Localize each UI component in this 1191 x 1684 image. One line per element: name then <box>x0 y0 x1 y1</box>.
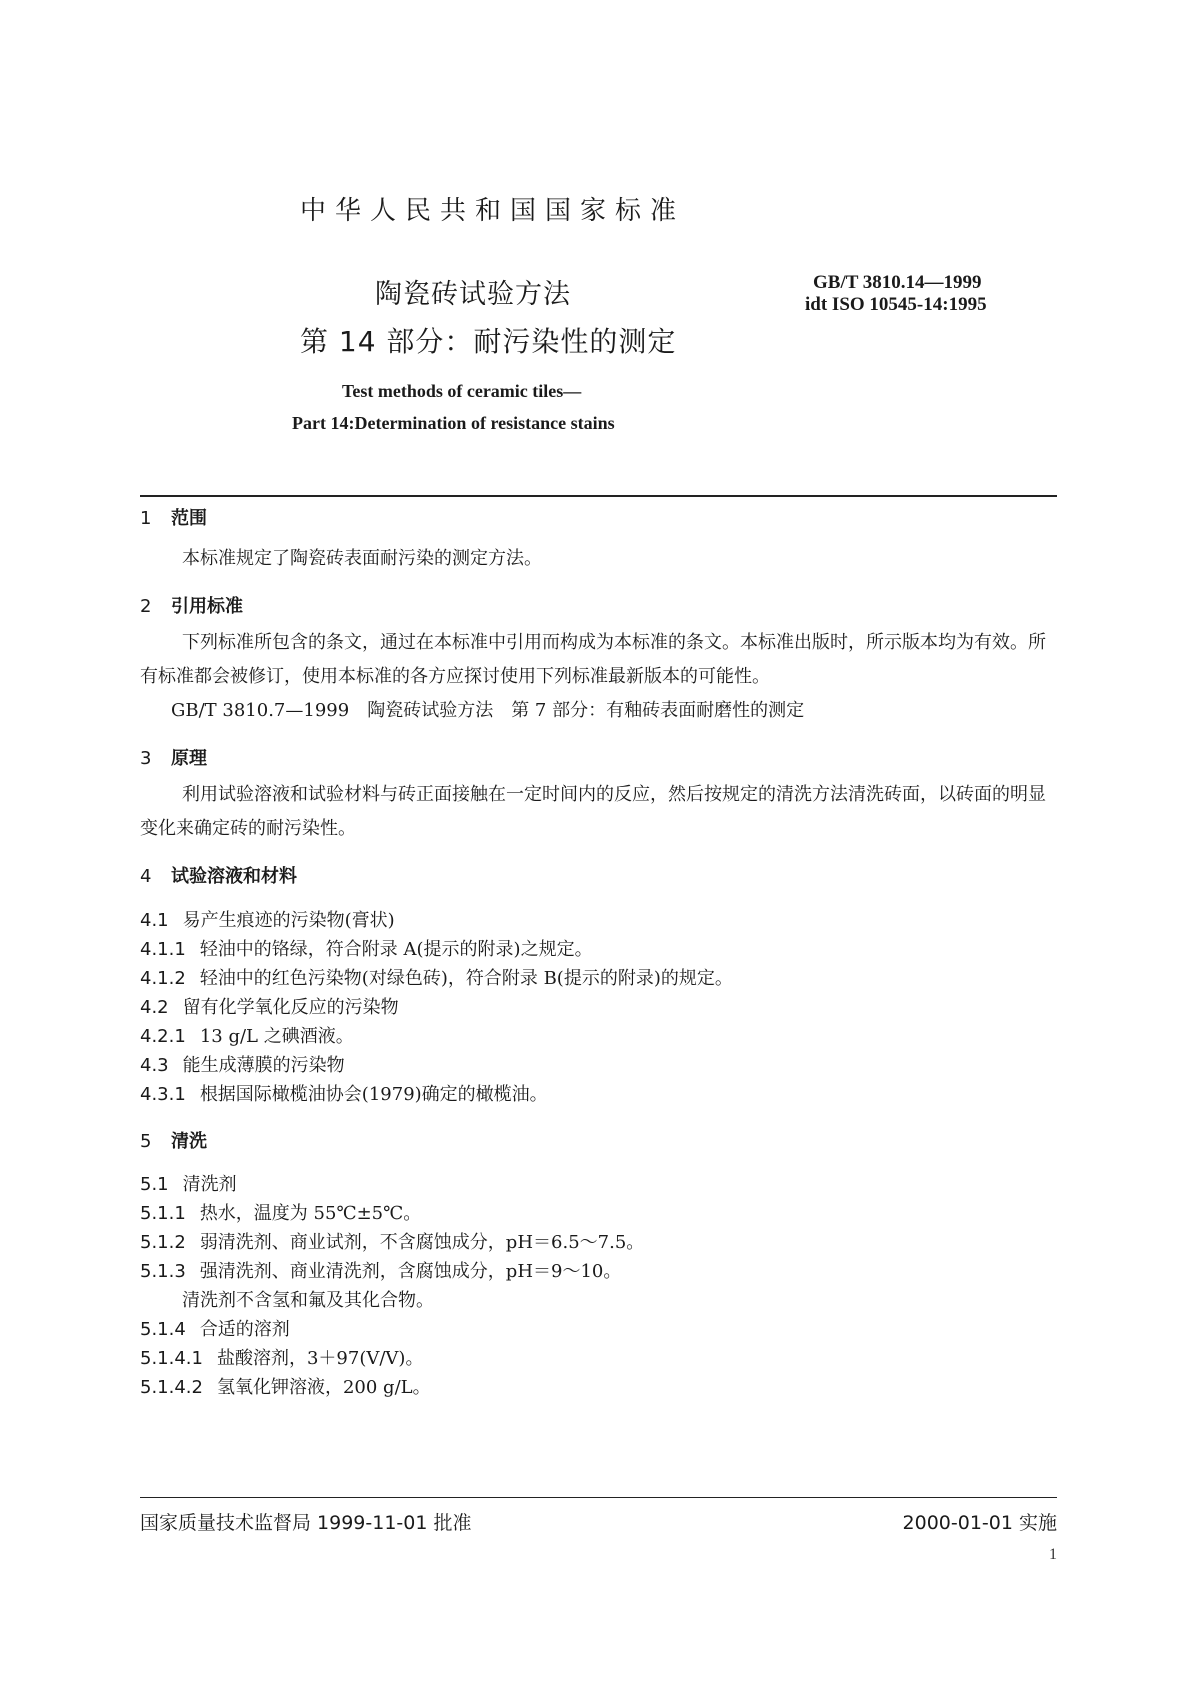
approval-line: 国家质量技术监督局 1999-11-01 批准 <box>140 1512 472 1534</box>
item-number: 4.1.2 <box>140 968 186 989</box>
section-title: 清洗 <box>171 1131 207 1152</box>
item-text: 易产生痕迹的污染物(膏状) <box>182 910 395 931</box>
standard-equivalent: idt ISO 10545-14:1995 <box>805 294 987 315</box>
section-2-heading <box>140 592 243 618</box>
title-en-line1: Test methods of ceramic tiles— <box>342 381 582 401</box>
standard-number-block <box>805 272 987 316</box>
item-number: 4.3.1 <box>140 1084 186 1105</box>
effective-date: 2000-01-01 实施 <box>902 1512 1057 1534</box>
item-text: 轻油中的红色污染物(对绿色砖)，符合附录 B(提示的附录)的规定。 <box>199 968 733 989</box>
item-text: 氢氧化钾溶液，200 g/L。 <box>216 1377 431 1398</box>
list-item <box>140 1051 345 1077</box>
item-text: 根据国际橄榄油协会(1979)确定的橄榄油。 <box>199 1084 548 1105</box>
title-cn-line2: 第 14 部分：耐污染性的测定 <box>300 325 677 358</box>
item-text: 清洗剂 <box>182 1174 237 1195</box>
item-number: 5.1.1 <box>140 1203 186 1224</box>
item-number: 5.1.4.1 <box>140 1348 203 1369</box>
item-text: 强清洗剂、商业清洗剂，含腐蚀成分，pH＝9～10。 <box>199 1261 622 1282</box>
section-title: 试验溶液和材料 <box>171 866 297 887</box>
section-title: 原理 <box>171 748 207 769</box>
list-item <box>140 1022 354 1048</box>
paragraph-text: 利用试验溶液和试验材料与砖正面接触在一定时间内的反应，然后按规定的清洗方法清洗砖面，以砖面的明显变化来确定砖的耐污染性。 <box>140 784 1046 839</box>
item-number: 4.1.1 <box>140 939 186 960</box>
reference-text: GB/T 3810.7—1999 陶瓷砖试验方法 第 7 部分：有釉砖表面耐磨性的测定 <box>171 700 805 721</box>
section-4-heading <box>140 862 297 888</box>
list-item <box>140 1080 548 1106</box>
section-2-reference <box>140 694 1057 728</box>
section-number: 3 <box>140 748 152 769</box>
item-number: 4.1 <box>140 910 169 931</box>
item-text: 盐酸溶剂，3＋97(V/V)。 <box>216 1348 424 1369</box>
section-1-heading <box>140 504 207 530</box>
item-number: 5.1.4 <box>140 1319 186 1340</box>
item-text: 轻油中的铬绿，符合附录 A(提示的附录)之规定。 <box>199 939 593 960</box>
list-item <box>140 906 395 932</box>
section-3-heading <box>140 744 207 770</box>
list-item <box>140 1315 290 1341</box>
section-1-text <box>140 542 1057 576</box>
section-3-text <box>140 778 1057 846</box>
item-number: 5.1.3 <box>140 1261 186 1282</box>
section-title: 引用标准 <box>171 596 243 617</box>
item-text: 清洗剂不含氢和氟及其化合物。 <box>182 1290 434 1311</box>
list-item <box>140 1344 423 1370</box>
item-text: 能生成薄膜的污染物 <box>182 1055 345 1076</box>
list-item <box>140 1228 644 1254</box>
standard-number: GB/T 3810.14—1999 <box>813 272 982 293</box>
section-number: 2 <box>140 596 152 617</box>
section-number: 5 <box>140 1131 152 1152</box>
item-number: 4.2.1 <box>140 1026 186 1047</box>
item-number: 4.3 <box>140 1055 169 1076</box>
list-item <box>140 964 733 990</box>
item-text: 弱清洗剂、商业试剂，不含腐蚀成分，pH＝6.5～7.5。 <box>199 1232 645 1253</box>
paragraph-text: 下列标准所包含的条文，通过在本标准中引用而构成为本标准的条文。本标准出版时，所示版本均为有效。所有标准都会被修订，使用本标准的各方应探讨使用下列标准最新版本的可能性。 <box>140 632 1046 687</box>
section-title: 范围 <box>171 508 207 529</box>
title-en-line2: Part 14:Determination of resistance stains <box>292 413 615 433</box>
list-item <box>140 935 593 961</box>
item-text: 留有化学氧化反应的污染物 <box>182 997 399 1018</box>
list-item <box>140 1199 421 1225</box>
item-number: 4.2 <box>140 997 169 1018</box>
item-number: 5.1.2 <box>140 1232 186 1253</box>
section-5-heading <box>140 1127 207 1153</box>
item-text: 合适的溶剂 <box>199 1319 290 1340</box>
header-divider <box>140 495 1057 497</box>
list-item-note <box>182 1286 434 1312</box>
title-cn-line1: 陶瓷砖试验方法 <box>375 279 571 310</box>
footer-divider <box>140 1497 1057 1498</box>
section-2-text <box>140 626 1057 694</box>
list-item <box>140 1170 237 1196</box>
national-standard-heading: 中华人民共和国国家标准 <box>300 196 686 226</box>
list-item <box>140 1257 621 1283</box>
item-number: 5.1 <box>140 1174 169 1195</box>
item-text: 13 g/L 之碘酒液。 <box>199 1026 354 1047</box>
item-text: 热水，温度为 55℃±5℃。 <box>199 1203 422 1224</box>
list-item <box>140 1373 431 1399</box>
section-number: 1 <box>140 508 152 529</box>
section-number: 4 <box>140 866 152 887</box>
item-number: 5.1.4.2 <box>140 1377 203 1398</box>
paragraph-text: 本标准规定了陶瓷砖表面耐污染的测定方法。 <box>182 548 542 569</box>
page-number: 1 <box>1049 1546 1057 1563</box>
list-item <box>140 993 399 1019</box>
